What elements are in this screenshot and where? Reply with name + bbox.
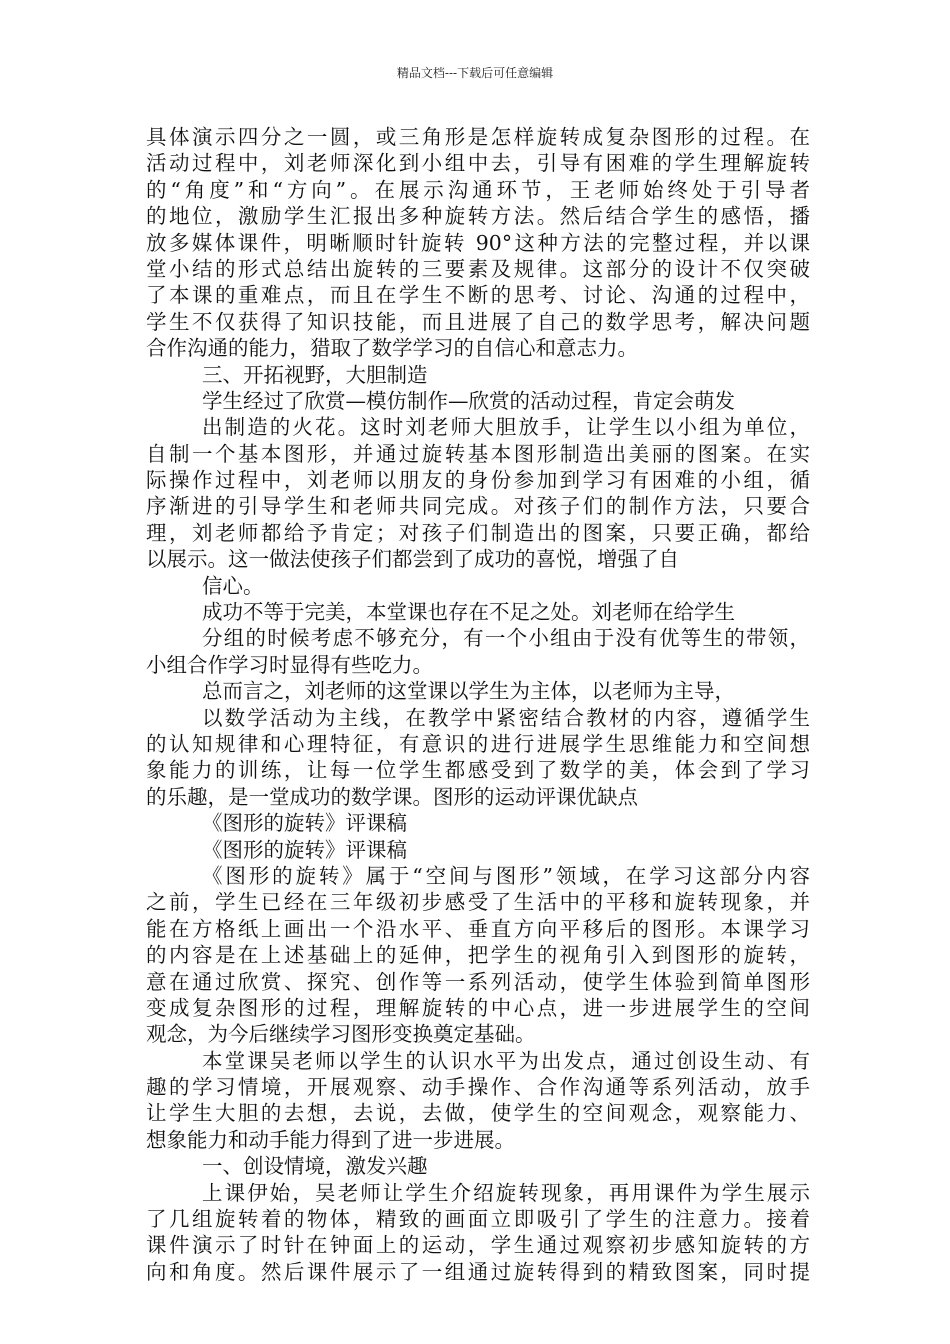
text-line: 活动过程中，刘老师深化到小组中去，引导有困难的学生理解旋转	[146, 151, 810, 176]
text-line: 具体演示四分之一圆，或三角形是怎样旋转成复杂图形的过程。在	[146, 125, 810, 149]
text-line: 的地位，激励学生汇报出多种旋转方法。然后结合学生的感悟，播	[146, 204, 810, 229]
text-line: 总而言之，刘老师的这堂课以学生为主体，以老师为主导，	[202, 679, 735, 704]
text-line: 一、创设情境，激发兴趣	[202, 1154, 428, 1179]
text-line: 理，刘老师都给予肯定；对孩子们制造出的图案，只要正确，都给	[146, 520, 810, 545]
text-line: 象能力的训练，让每一位学生都感受到了数学的美，体会到了学习	[146, 758, 810, 783]
text-line: 成功不等于完美，本堂课也存在不足之处。刘老师在给学生	[202, 600, 735, 625]
text-line: 意在通过欣赏、探究、创作等一系列活动，使学生体验到简单图形	[146, 969, 810, 994]
text-line: 观念，为今后继续学习图形变换奠定基础。	[146, 1022, 536, 1047]
text-line: 堂小结的形式总结出旋转的三要素及规律。这部分的设计不仅突破	[146, 256, 810, 281]
text-line: 的“角度”和“方向”。在展示沟通环节，王老师始终处于引导者	[146, 177, 810, 202]
text-line: 合作沟通的能力，猎取了数学学习的自信心和意志力。	[146, 336, 638, 361]
text-line: 的乐趣，是一堂成功的数学课。图形的运动评课优缺点	[146, 784, 638, 809]
text-line: 分组的时候考虑不够充分，有一个小组由于没有优等生的带领，	[202, 626, 810, 651]
text-line: 之前，学生已经在三年级初步感受了生活中的平移和旋转现象，并	[146, 890, 810, 915]
text-line: 放多媒体课件，明晰顺时针旋转 90°这种方法的完整过程，并以课	[146, 230, 810, 255]
text-line: 向和角度。然后课件展示了一组通过旋转得到的精致图案，同时提	[146, 1259, 810, 1284]
text-line: 本堂课吴老师以学生的认识水平为出发点，通过创设生动、有	[202, 1048, 810, 1073]
document-body	[146, 124, 810, 1285]
text-line: 课件演示了时针在钟面上的运动，学生通过观察初步感知旋转的方	[146, 1233, 810, 1258]
text-line: 信心。	[202, 573, 264, 598]
text-line: 上课伊始，吴老师让学生介绍旋转现象，再用课件为学生展示	[202, 1180, 810, 1205]
text-line: 序渐进的引导学生和老师共同完成。对孩子们的制作方法，只要合	[146, 494, 810, 519]
text-line: 的内容是在上述基础上的延伸，把学生的视角引入到图形的旋转，	[146, 943, 810, 968]
text-line: 让学生大胆的去想，去说，去做，使学生的空间观念，观察能力、	[146, 1101, 810, 1126]
text-line: 《图形的旋转》评课稿	[202, 837, 407, 862]
page-header: 精品文档---下载后可任意编辑	[396, 66, 554, 80]
text-line: 趣的学习情境，开展观察、动手操作、合作沟通等系列活动，放手	[146, 1075, 810, 1100]
text-line: 学生不仅获得了知识技能，而且进展了自己的数学思考，解决问题	[146, 309, 810, 334]
text-line: 际操作过程中，刘老师以朋友的身份参加到学习有困难的小组，循	[146, 468, 810, 493]
text-line: 能在方格纸上画出一个沿水平、垂直方向平移后的图形。本课学习	[146, 916, 810, 941]
text-line: 出制造的火花。这时刘老师大胆放手，让学生以小组为单位，	[202, 415, 810, 440]
text-line: 《图形的旋转》属于“空间与图形”领域，在学习这部分内容	[202, 863, 810, 888]
text-line: 自制一个基本图形，并通过旋转基本图形制造出美丽的图案。在实	[146, 441, 810, 466]
text-line: 学生经过了欣赏—模仿制作—欣赏的活动过程，肯定会萌发	[202, 388, 735, 413]
text-line: 小组合作学习时显得有些吃力。	[146, 652, 433, 677]
text-line: 变成复杂图形的过程，理解旋转的中心点，进一步进展学生的空间	[146, 995, 810, 1020]
text-line: 以展示。这一做法使孩子们都尝到了成功的喜悦，增强了自	[146, 547, 679, 572]
text-line: 的认知规律和心理特征，有意识的进行进展学生思维能力和空间想	[146, 731, 810, 756]
text-line: 想象能力和动手能力得到了进一步进展。	[146, 1127, 515, 1152]
text-line: 了几组旋转着的物体，精致的画面立即吸引了学生的注意力。接着	[146, 1207, 810, 1232]
text-line: 三、开拓视野，大胆制造	[202, 362, 428, 387]
text-line: 以数学活动为主线，在教学中紧密结合教材的内容，遵循学生	[202, 705, 810, 730]
text-line: 了本课的重难点，而且在学生不断的思考、讨论、沟通的过程中，	[146, 283, 810, 308]
text-line: 《图形的旋转》评课稿	[202, 811, 407, 836]
